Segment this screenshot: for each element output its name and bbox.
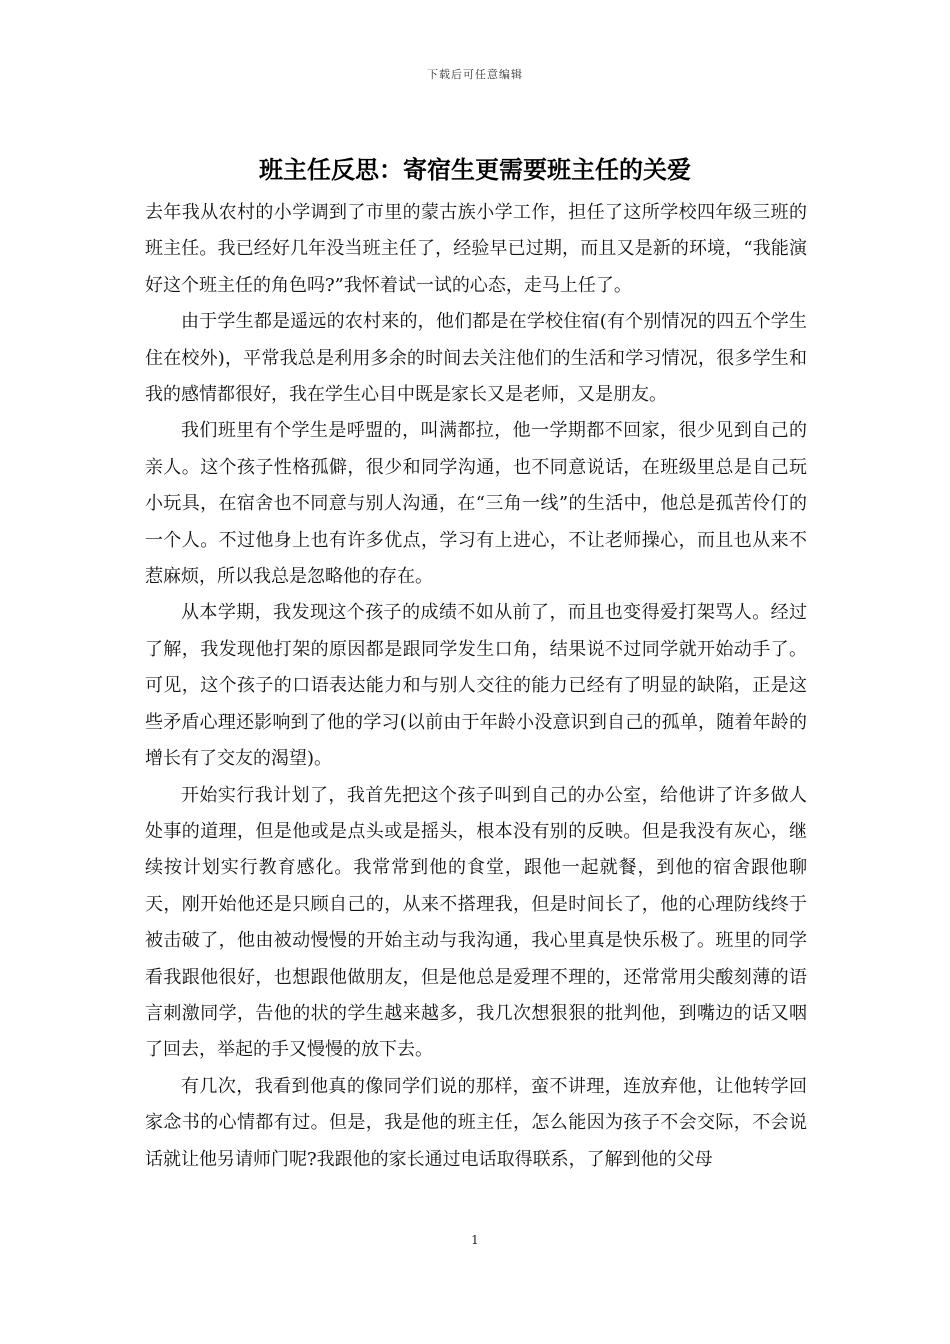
page-number: 1 — [471, 1233, 479, 1247]
paragraph-6: 有几次，我看到他真的像同学们说的那样，蛮不讲理，连放弃他，让他转学回家念书的心情都有过。但是，我是他的班主任，怎么能因为孩子不会交际，不会说话就让他另请师门呢?我跟他的家长通过电话取得联系，了解到他的父母 — [145, 1075, 807, 1170]
document-title: 班主任反思：寄宿生更需要班主任的关爱 — [259, 155, 691, 184]
paragraph-4: 从本学期，我发现这个孩子的成绩不如从前了，而且也变得爱打架骂人。经过了解，我发现他打架的原因都是跟同学发生口角，结果说不过同学就开始动手了。可见，这个孩子的口语表达能力和与别人交往的能力已经有了明显的缺陷，正是这些矛盾心理还影响到了他的学习(以前由于年龄小没意识到自己的孤单，随着年龄的增长有了交友的渴望)。 — [145, 602, 807, 770]
paragraph-5: 开始实行我计划了，我首先把这个孩子叫到自己的办公室，给他讲了许多做人处事的道理，但是他或是点头或是摇头，根本没有别的反映。但是我没有灰心，继续按计划实行教育感化。我常常到他的食堂，跟他一起就餐，到他的宿舍跟他聊天，刚开始他还是只顾自己的，从来不搭理我，但是时间长了，他的心理防线终于被击破了，他由被动慢慢的开始主动与我沟通，我心里真是快乐极了。班里的同学看我跟他很好，也想跟他做朋友，但是他总是爱理不理的，还常常用尖酸刻薄的语言刺激同学，告他的状的学生越来越多，我几次想狠狠的批判他，到嘴边的话又咽了回去，举起的手又慢慢的放下去。 — [145, 784, 807, 1061]
paragraph-2: 由于学生都是遥远的农村来的，他们都是在学校住宿(有个别情况的四五个学生住在校外)，平常我总是利用多余的时间去关注他们的生活和学习情况，很多学生和我的感情都很好，我在学生心目中既是家长又是老师，又是朋友。 — [145, 311, 807, 406]
document-body — [145, 195, 807, 1178]
paragraph-1: 去年我从农村的小学调到了市里的蒙古族小学工作，担任了这所学校四年级三班的班主任。我已经好几年没当班主任了，经验早已过期，而且又是新的环境，“我能演好这个班主任的角色吗?”我怀着试一试的心态，走马上任了。 — [145, 202, 807, 296]
page-header: 下载后可任意编辑 — [427, 68, 523, 81]
paragraph-3: 我们班里有个学生是呼盟的，叫满都拉，他一学期都不回家，很少见到自己的亲人。这个孩子性格孤僻，很少和同学沟通，也不同意说话，在班级里总是自己玩小玩具，在宿舍也不同意与别人沟通，在“三角一线”的生活中，他总是孤苦伶仃的一个人。不过他身上也有许多优点，学习有上进心，不让老师操心，而且也从来不惹麻烦，所以我总是忽略他的存在。 — [145, 420, 807, 588]
